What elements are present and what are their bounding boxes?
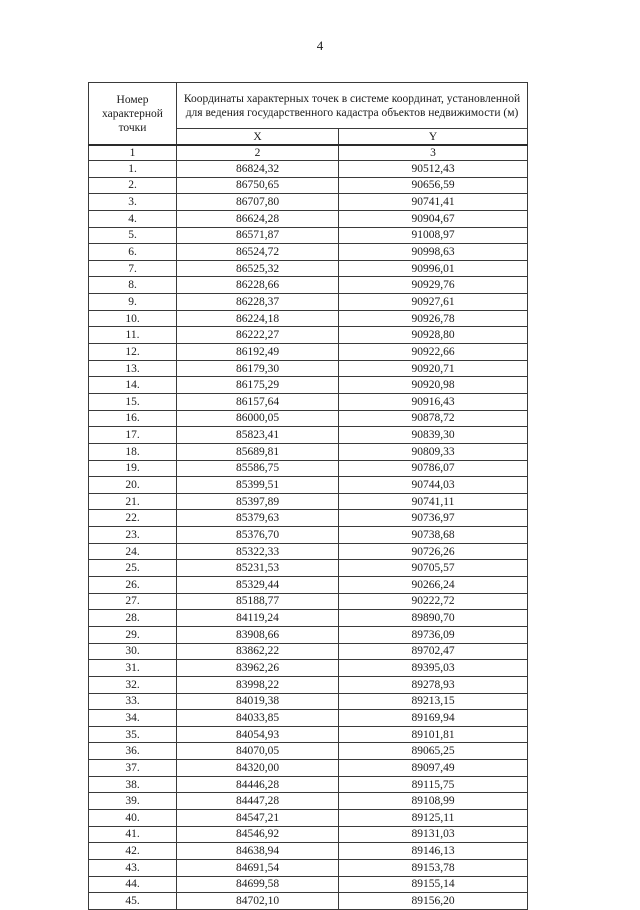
x-coordinate-cell: 85689,81 [177,443,339,460]
y-coordinate-cell: 89155,14 [339,876,528,893]
table-row [89,543,528,560]
table-row [89,776,528,793]
y-coordinate-cell: 89108,99 [339,793,528,810]
x-coordinate-cell: 86224,18 [177,310,339,327]
y-coordinate-cell: 90920,98 [339,377,528,394]
table-row [89,660,528,677]
y-coordinate-cell: 90998,63 [339,244,528,261]
x-coordinate-cell: 86750,65 [177,177,339,194]
y-coordinate-cell: 89156,20 [339,893,528,910]
point-number-cell: 35. [89,726,177,743]
point-number-cell: 23. [89,527,177,544]
x-coordinate-cell: 83998,22 [177,676,339,693]
y-coordinate-cell: 90726,26 [339,543,528,560]
y-coordinate-cell: 90916,43 [339,393,528,410]
table-row [89,577,528,594]
x-coordinate-cell: 84638,94 [177,843,339,860]
y-coordinate-cell: 90926,78 [339,310,528,327]
y-coordinate-cell: 90786,07 [339,460,528,477]
x-coordinate-cell: 84547,21 [177,809,339,826]
y-coordinate-cell: 90705,57 [339,560,528,577]
point-number-cell: 28. [89,610,177,627]
column-index-cell: 1 [89,145,177,161]
y-coordinate-cell: 90741,11 [339,493,528,510]
point-number-cell: 36. [89,743,177,760]
x-coordinate-cell: 86228,66 [177,277,339,294]
point-number-cell: 2. [89,177,177,194]
y-coordinate-cell: 90222,72 [339,593,528,610]
x-coordinate-cell: 86179,30 [177,360,339,377]
table-row [89,427,528,444]
y-coordinate-cell: 90996,01 [339,260,528,277]
y-coordinate-cell: 89395,03 [339,660,528,677]
table-row [89,859,528,876]
point-number-cell: 40. [89,809,177,826]
y-coordinate-cell: 90878,72 [339,410,528,427]
table-row [89,277,528,294]
x-coordinate-cell: 86000,05 [177,410,339,427]
table-row [89,477,528,494]
table-row [89,493,528,510]
table-row [89,210,528,227]
table-row [89,693,528,710]
table-row [89,227,528,244]
table-row [89,743,528,760]
table-row [89,177,528,194]
y-coordinate-cell: 89146,13 [339,843,528,860]
y-coordinate-cell: 90927,61 [339,294,528,311]
table-row [89,710,528,727]
point-number-cell: 14. [89,377,177,394]
point-number-cell: 19. [89,460,177,477]
point-number-cell: 12. [89,344,177,361]
table-row [89,161,528,178]
column-index-cell: 2 [177,145,339,161]
x-coordinate-cell: 85231,53 [177,560,339,577]
point-number-cell: 38. [89,776,177,793]
point-number-cell: 20. [89,477,177,494]
x-coordinate-cell: 85379,63 [177,510,339,527]
table-row [89,443,528,460]
point-number-cell: 13. [89,360,177,377]
point-number-cell: 44. [89,876,177,893]
table-row [89,676,528,693]
y-coordinate-cell: 89153,78 [339,859,528,876]
x-coordinate-cell: 86157,64 [177,393,339,410]
point-number-cell: 39. [89,793,177,810]
x-coordinate-cell: 86571,87 [177,227,339,244]
x-coordinate-cell: 83862,22 [177,643,339,660]
point-number-cell: 6. [89,244,177,261]
coordinates-table [88,82,528,910]
x-coordinate-cell: 84691,54 [177,859,339,876]
y-coordinate-cell: 89169,94 [339,710,528,727]
table-row [89,294,528,311]
x-coordinate-cell: 86624,28 [177,210,339,227]
table-row [89,327,528,344]
table-row [89,593,528,610]
y-coordinate-cell: 90741,41 [339,194,528,211]
y-coordinate-cell: 89097,49 [339,760,528,777]
x-coordinate-cell: 84546,92 [177,826,339,843]
page-number: 4 [316,38,324,53]
x-coordinate-cell: 84446,28 [177,776,339,793]
y-coordinate-cell: 90512,43 [339,161,528,178]
y-header: Y [339,129,528,146]
y-coordinate-cell: 89890,70 [339,610,528,627]
y-coordinate-cell: 89131,03 [339,826,528,843]
point-number-cell: 15. [89,393,177,410]
table-row [89,310,528,327]
x-coordinate-cell: 86524,72 [177,244,339,261]
x-coordinate-cell: 85188,77 [177,593,339,610]
x-coordinate-cell: 84019,38 [177,693,339,710]
y-coordinate-cell: 89278,93 [339,676,528,693]
point-number-cell: 43. [89,859,177,876]
table-row [89,793,528,810]
y-coordinate-cell: 89115,75 [339,776,528,793]
point-number-cell: 37. [89,760,177,777]
table-row [89,809,528,826]
point-number-cell: 10. [89,310,177,327]
y-coordinate-cell: 89736,09 [339,626,528,643]
table-row [89,393,528,410]
x-coordinate-cell: 86707,80 [177,194,339,211]
x-coordinate-cell: 85586,75 [177,460,339,477]
y-coordinate-cell: 90839,30 [339,427,528,444]
y-coordinate-cell: 90736,97 [339,510,528,527]
point-number-cell: 16. [89,410,177,427]
y-coordinate-cell: 89702,47 [339,643,528,660]
header-row [89,83,528,129]
y-coordinate-cell: 89125,11 [339,809,528,826]
table-row [89,344,528,361]
x-coordinate-cell: 85823,41 [177,427,339,444]
point-number-cell: 8. [89,277,177,294]
table-row [89,410,528,427]
point-number-cell: 32. [89,676,177,693]
point-number-cell: 9. [89,294,177,311]
table-row [89,843,528,860]
point-number-cell: 25. [89,560,177,577]
table-row [89,893,528,910]
x-coordinate-cell: 86525,32 [177,260,339,277]
coordinates-header: Координаты характерных точек в системе координат, установленной для ведения государственного кадастра объектов недвижимости (м) [177,83,528,129]
x-coordinate-cell: 86824,32 [177,161,339,178]
table-row [89,244,528,261]
x-coordinate-cell: 85399,51 [177,477,339,494]
x-coordinate-cell: 85322,33 [177,543,339,560]
x-coordinate-cell: 86228,37 [177,294,339,311]
table-body [89,145,528,909]
x-coordinate-cell: 84699,58 [177,876,339,893]
point-number-cell: 22. [89,510,177,527]
point-number-cell: 5. [89,227,177,244]
point-number-cell: 18. [89,443,177,460]
y-coordinate-cell: 90266,24 [339,577,528,594]
y-coordinate-cell: 90738,68 [339,527,528,544]
table-row [89,260,528,277]
x-coordinate-cell: 84033,85 [177,710,339,727]
x-coordinate-cell: 85376,70 [177,527,339,544]
x-coordinate-cell: 84054,93 [177,726,339,743]
point-number-cell: 1. [89,161,177,178]
point-number-cell: 11. [89,327,177,344]
y-coordinate-cell: 90928,80 [339,327,528,344]
table-row [89,726,528,743]
y-coordinate-cell: 90744,03 [339,477,528,494]
x-coordinate-cell: 85397,89 [177,493,339,510]
table-row [89,643,528,660]
table-row [89,510,528,527]
y-coordinate-cell: 89101,81 [339,726,528,743]
point-number-cell: 21. [89,493,177,510]
point-number-cell: 7. [89,260,177,277]
table-row [89,377,528,394]
y-coordinate-cell: 90656,59 [339,177,528,194]
point-number-cell: 34. [89,710,177,727]
y-coordinate-cell: 90920,71 [339,360,528,377]
table-row [89,760,528,777]
point-number-cell: 30. [89,643,177,660]
table-row [89,360,528,377]
x-header: X [177,129,339,146]
x-coordinate-cell: 86175,29 [177,377,339,394]
table-row [89,527,528,544]
point-number-cell: 26. [89,577,177,594]
x-coordinate-cell: 86222,27 [177,327,339,344]
y-coordinate-cell: 90904,67 [339,210,528,227]
point-number-cell: 24. [89,543,177,560]
column-index-row [89,145,528,161]
point-number-cell: 3. [89,194,177,211]
x-coordinate-cell: 84320,00 [177,760,339,777]
y-coordinate-cell: 90922,66 [339,344,528,361]
point-number-cell: 4. [89,210,177,227]
table-row [89,610,528,627]
x-coordinate-cell: 83962,26 [177,660,339,677]
x-coordinate-cell: 85329,44 [177,577,339,594]
x-coordinate-cell: 84070,05 [177,743,339,760]
point-number-cell: 31. [89,660,177,677]
point-number-cell: 45. [89,893,177,910]
table-row [89,460,528,477]
point-number-header: Номер характерной точки [89,83,177,146]
table-row [89,560,528,577]
table-row [89,876,528,893]
x-coordinate-cell: 84702,10 [177,893,339,910]
point-number-cell: 17. [89,427,177,444]
column-index-cell: 3 [339,145,528,161]
x-coordinate-cell: 86192,49 [177,344,339,361]
table-row [89,626,528,643]
x-coordinate-cell: 84119,24 [177,610,339,627]
y-coordinate-cell: 89213,15 [339,693,528,710]
point-number-cell: 27. [89,593,177,610]
y-coordinate-cell: 89065,25 [339,743,528,760]
y-coordinate-cell: 91008,97 [339,227,528,244]
table-row [89,194,528,211]
point-number-cell: 33. [89,693,177,710]
y-coordinate-cell: 90929,76 [339,277,528,294]
x-coordinate-cell: 84447,28 [177,793,339,810]
point-number-cell: 41. [89,826,177,843]
point-number-cell: 29. [89,626,177,643]
x-coordinate-cell: 83908,66 [177,626,339,643]
table-row [89,826,528,843]
point-number-cell: 42. [89,843,177,860]
y-coordinate-cell: 90809,33 [339,443,528,460]
